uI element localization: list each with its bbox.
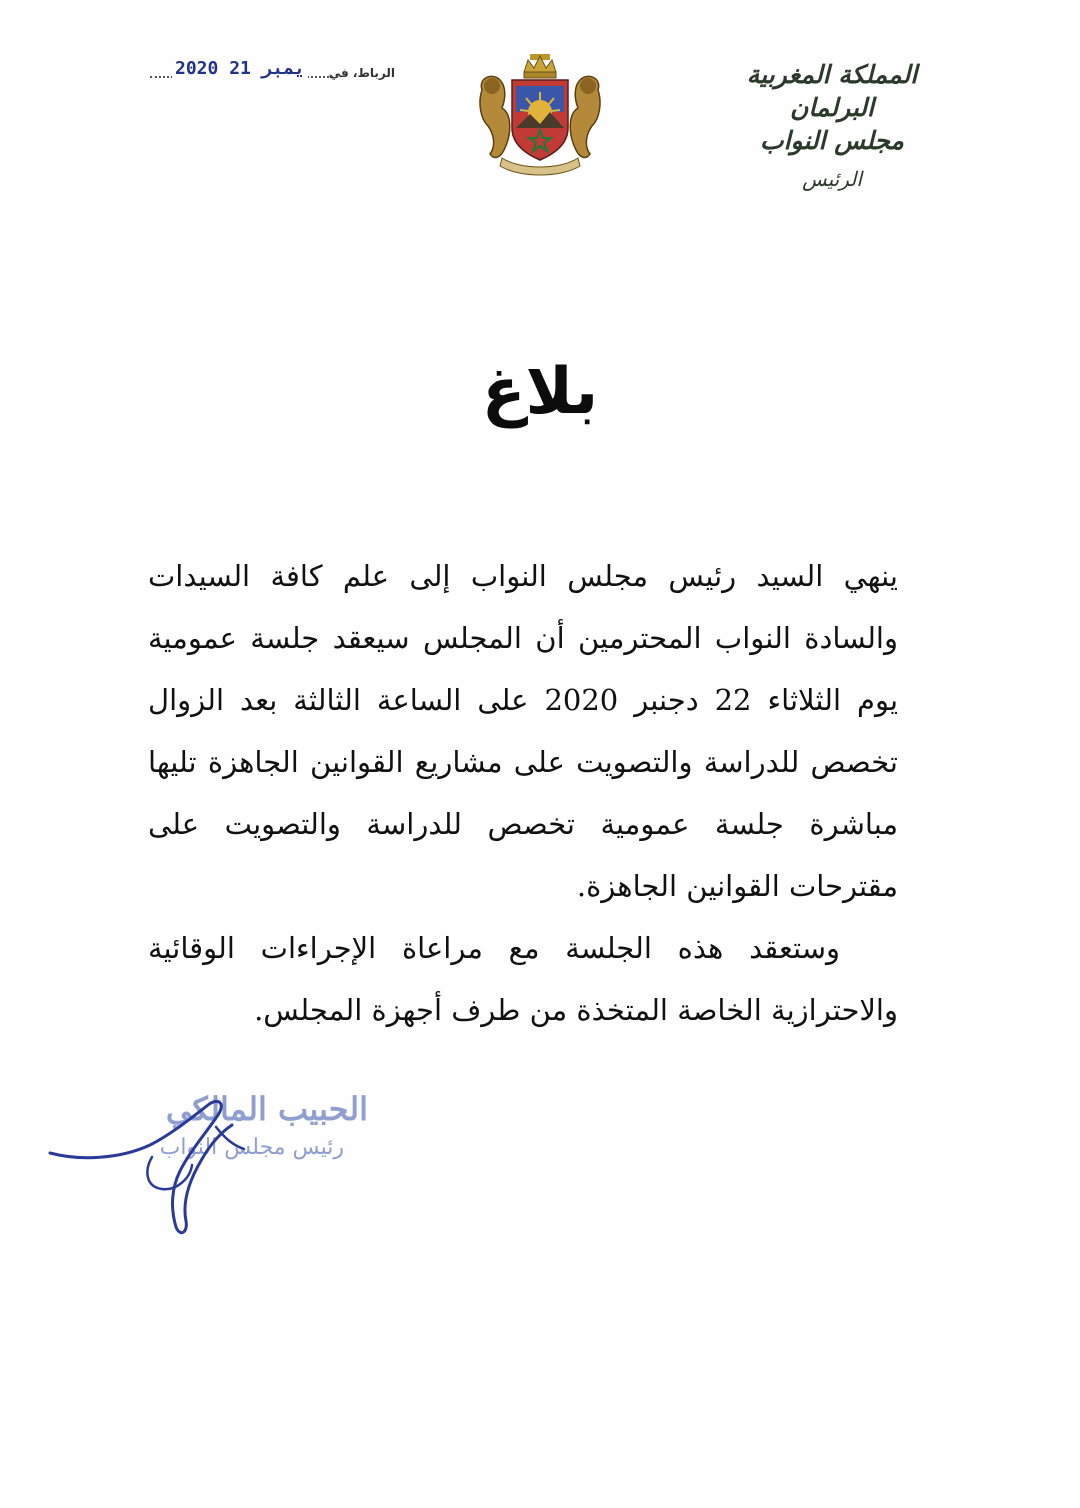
body-paragraph: وستعقد هذه الجلسة مع مراعاة الإجراءات الوقائية والاحترازية الخاصة المتخذة من طرف أجهزة المجلس. <box>148 931 898 1027</box>
institution-line-kingdom: المملكة المغربية <box>746 60 918 89</box>
handwritten-signature-icon <box>40 1075 360 1245</box>
document-title: بلاغ <box>481 355 599 429</box>
institution-header <box>732 58 932 196</box>
date-value: 2020 يمبر 21 <box>172 58 308 79</box>
body-paragraph: ينهي السيد رئيس مجلس النواب إلى علم كافة السيدات والسادة النواب المحترمين أن المجلس سيعقد جلسة عمومية يوم الثلاثاء 22 دجنبر 2020 على الساعة الثالثة بعد الزوال تخصص للدراسة والتصويت على مشاريع القوانين الجاهزة تليها مباشرة جلسة عمومية تخصص للدراسة والتصويت على مقترحات القوانين الجاهزة. <box>148 559 899 903</box>
signature-block <box>40 1075 368 1245</box>
date-line <box>150 58 395 88</box>
coat-of-arms-emblem <box>472 50 608 178</box>
institution-line-parliament: البرلمان <box>790 93 874 122</box>
signer-role: رئيس مجلس النواب <box>159 1135 344 1160</box>
document-body <box>148 545 898 1041</box>
institution-line-house: مجلس النواب <box>760 126 904 155</box>
institution-line-president: الرئيس <box>802 167 862 191</box>
date-label: الرباط، في <box>328 66 395 80</box>
signer-name: الحبيب المالكي <box>165 1090 368 1128</box>
coat-of-arms-icon <box>472 50 608 178</box>
